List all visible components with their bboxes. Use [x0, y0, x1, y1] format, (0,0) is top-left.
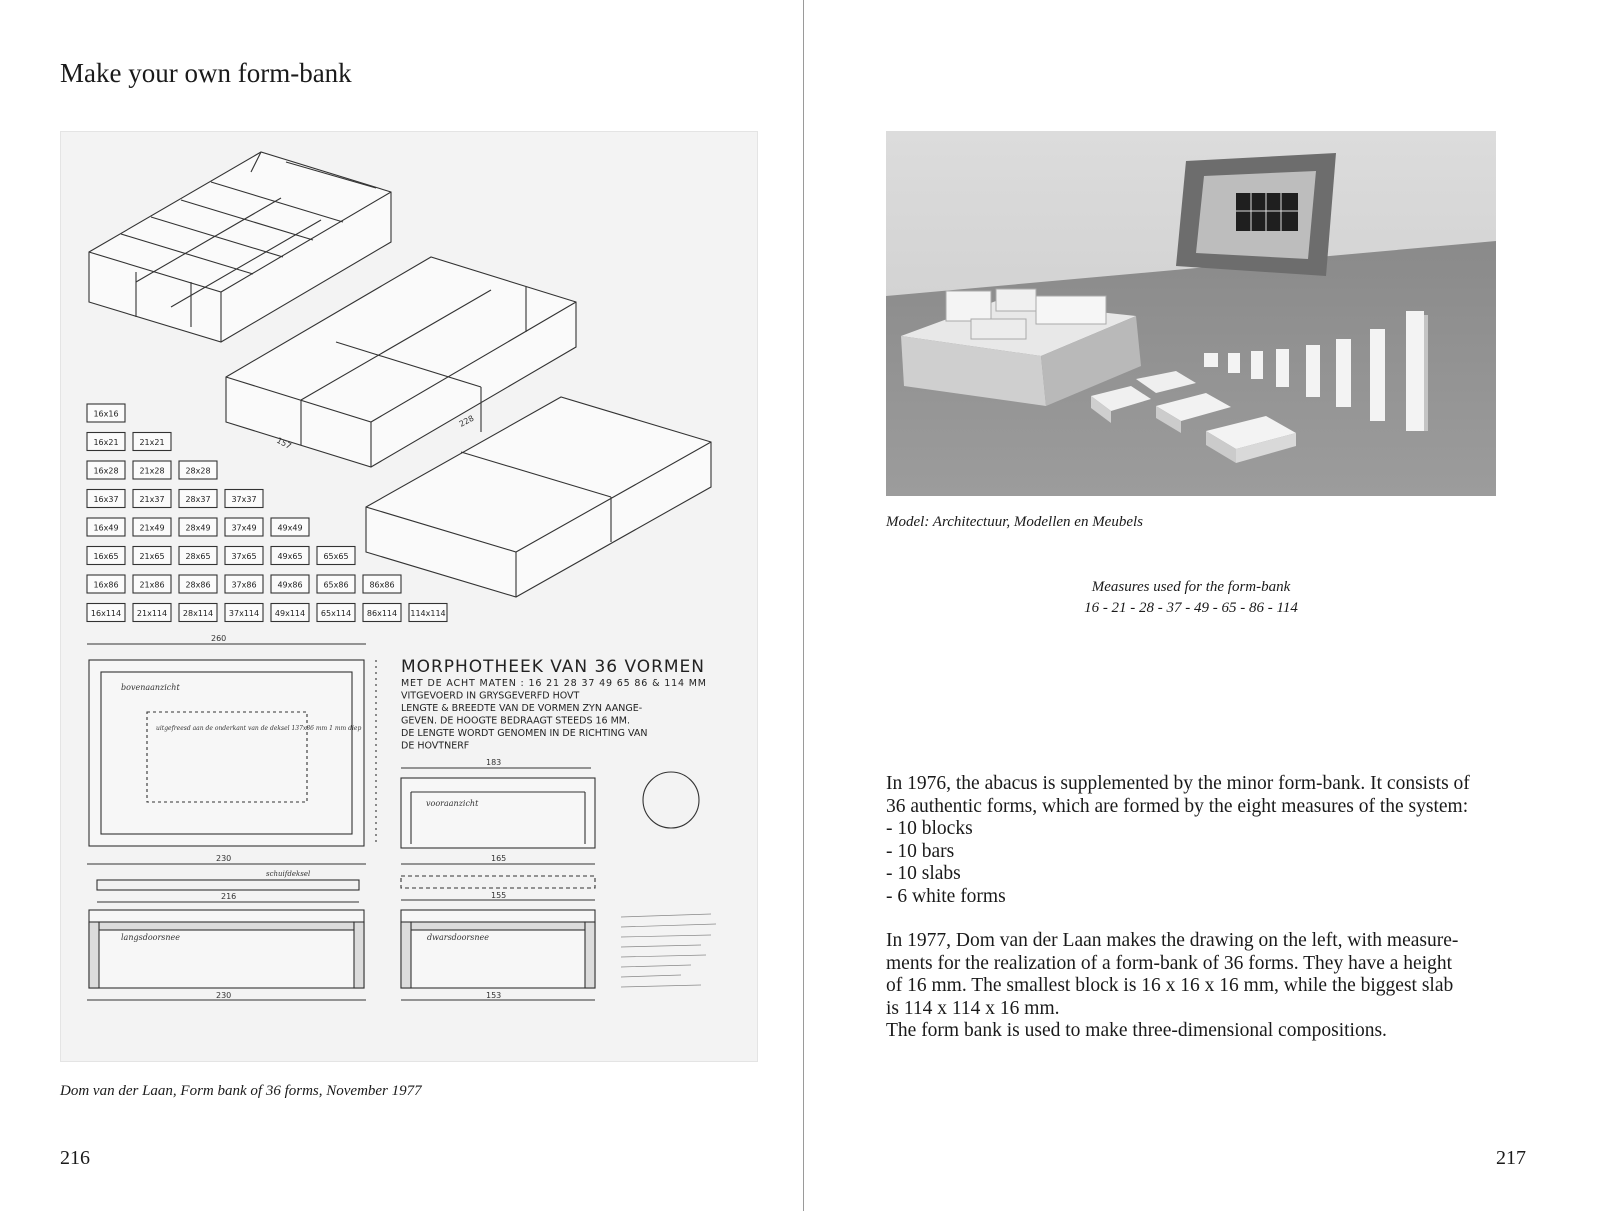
measures-values: 16 - 21 - 28 - 37 - 49 - 65 - 86 - 114	[1084, 600, 1298, 616]
form-cell-label: 16x114	[90, 609, 122, 618]
top-view-label: bovenaanzicht	[121, 683, 180, 692]
form-cell-label: 65x65	[323, 552, 349, 561]
inner-note: uitgefreesd aan de onderkant van de deksel 137x86 mm 1 mm diep	[156, 725, 362, 732]
form-cell-label: 21x65	[139, 552, 165, 561]
side-view-label: schuifdeksel	[266, 870, 311, 878]
drawing-title-line: DE LENGTE WORDT GENOMEN IN DE RICHTING VAN	[401, 728, 648, 739]
dim-bottom-right-1: 165	[491, 854, 507, 863]
right-page	[804, 0, 1600, 1211]
paragraph-2-line: In 1977, Dom van der Laan makes the drawing on the left, with measure-	[886, 930, 1459, 951]
paragraph-2-line: of 16 mm. The smallest block is 16 x 16 x 16 mm, while the biggest slab	[886, 975, 1454, 996]
dim-bottom-left-3: 230	[216, 991, 232, 1000]
dim-box-width: 183	[486, 758, 502, 767]
form-cell-label: 21x21	[139, 438, 165, 447]
photo-caption: Model: Architectuur, Modellen en Meubels	[886, 514, 1144, 530]
drawing-title-line: VITGEVOERD IN GRYSGEVERFD HOVT	[401, 690, 580, 702]
list-item: - 10 blocks	[886, 818, 973, 839]
form-cell-label: 28x28	[185, 466, 211, 476]
form-cell-label: 37x37	[231, 495, 257, 504]
stamp-circle	[643, 772, 699, 828]
list-item: - 6 white forms	[886, 885, 1006, 907]
form-cell-label: 21x114	[136, 609, 168, 618]
form-cell-label: 37x114	[228, 609, 260, 618]
handwritten-note	[621, 914, 716, 987]
drawing-svg	[61, 132, 757, 1061]
drawing-title-line: DE HOVTNERF	[401, 740, 470, 752]
form-cell-label: 28x49	[185, 523, 211, 533]
dim-bottom-left-2: 216	[221, 892, 237, 901]
dim-bottom-right-3: 153	[486, 991, 502, 1000]
measures-block	[886, 577, 1496, 619]
form-cell-label: 65x114	[320, 609, 352, 618]
paragraph-1-line: In 1976, the abacus is supplemented by the minor form-bank. It consists of	[886, 773, 1470, 794]
form-cell-label: 16x16	[93, 409, 119, 419]
dim-bottom-left-1: 230	[216, 854, 232, 863]
drawing-title-block	[401, 657, 706, 752]
long-section-label: langsdoorsnee	[121, 933, 181, 942]
drawing-title-line: LENGTE & BREEDTE VAN DE VORMEN ZYN AANGE-	[401, 703, 643, 714]
form-cell-label: 49x65	[277, 552, 303, 561]
cross-section	[401, 854, 595, 1000]
front-view-label: vooraanzicht	[426, 799, 479, 808]
long-section	[87, 854, 366, 1000]
chapter-title: Make your own form-bank	[60, 58, 352, 88]
technical-drawing	[60, 131, 758, 1062]
cross-section-label: dwarsdoorsnee	[427, 933, 489, 942]
page-number-right: 217	[1496, 1147, 1526, 1169]
dim-iso-1: 157	[275, 435, 293, 451]
paragraph-1-line: 36 authentic forms, which are formed by the eight measures of the system:	[886, 795, 1469, 817]
model-photo	[886, 131, 1496, 496]
form-cell-label: 65x86	[323, 580, 349, 590]
figure-caption: Dom van der Laan, Form bank of 36 forms, November 1977	[60, 1083, 422, 1099]
paragraph-2-line: is 114 x 114 x 16 mm.	[886, 997, 1060, 1019]
form-cell-label: 86x114	[366, 609, 398, 618]
dim-iso-2: 228	[457, 413, 476, 429]
form-cell-label: 37x86	[231, 580, 257, 590]
page-number-left: 216	[60, 1147, 90, 1169]
form-cell-label: 16x86	[93, 580, 119, 590]
measures-title: Measures used for the form-bank	[1091, 579, 1291, 595]
form-cell-label: 28x37	[185, 495, 211, 504]
form-cell-label: 28x114	[182, 609, 214, 618]
form-cell-label: 49x49	[277, 523, 303, 533]
dim-bottom-right-2: 155	[491, 891, 507, 900]
list-item: - 10 slabs	[886, 863, 961, 884]
front-view	[401, 758, 595, 848]
form-cell-label: 16x65	[93, 552, 119, 561]
form-cell-label: 86x86	[369, 580, 395, 590]
form-cell-label: 21x28	[139, 466, 165, 476]
form-cell-label: 28x65	[185, 552, 211, 561]
top-view	[87, 634, 376, 846]
list-item: - 10 bars	[886, 840, 955, 862]
form-cell-label: 37x49	[231, 523, 257, 533]
photo-svg	[886, 131, 1496, 496]
drawing-title-line: GEVEN. DE HOOGTE BEDRAAGT STEEDS 16 MM.	[401, 715, 631, 727]
paragraph-2	[886, 930, 1506, 1043]
form-cell-label: 49x86	[277, 580, 303, 590]
drawing-title: MORPHOTHEEK VAN 36 VORMEN	[401, 657, 704, 677]
form-cell-label: 37x65	[231, 552, 257, 561]
form-cell-label: 16x21	[93, 438, 119, 447]
form-cell-label: 21x37	[139, 495, 165, 504]
paragraph-2-line: The form bank is used to make three-dimensional compositions.	[886, 1020, 1387, 1041]
form-cell-label: 16x28	[93, 466, 119, 476]
form-cell-label: 114x114	[410, 609, 446, 618]
paragraph-1	[886, 773, 1506, 908]
form-cell-label: 49x114	[274, 609, 306, 618]
body-text	[886, 773, 1506, 1065]
paragraph-2-line: ments for the realization of a form-bank of 36 forms. They have a height	[886, 952, 1453, 974]
form-cell-label: 16x37	[93, 495, 119, 504]
drawing-title-line: MET DE ACHT MATEN : 16 21 28 37 49 65 86 & 114 MM	[401, 678, 706, 689]
dim-top-width: 260	[211, 634, 227, 643]
form-cell-label: 21x49	[139, 523, 165, 533]
form-cell-label: 28x86	[185, 580, 211, 590]
form-cell-label: 21x86	[139, 580, 165, 590]
form-cell-label: 16x49	[93, 523, 119, 533]
